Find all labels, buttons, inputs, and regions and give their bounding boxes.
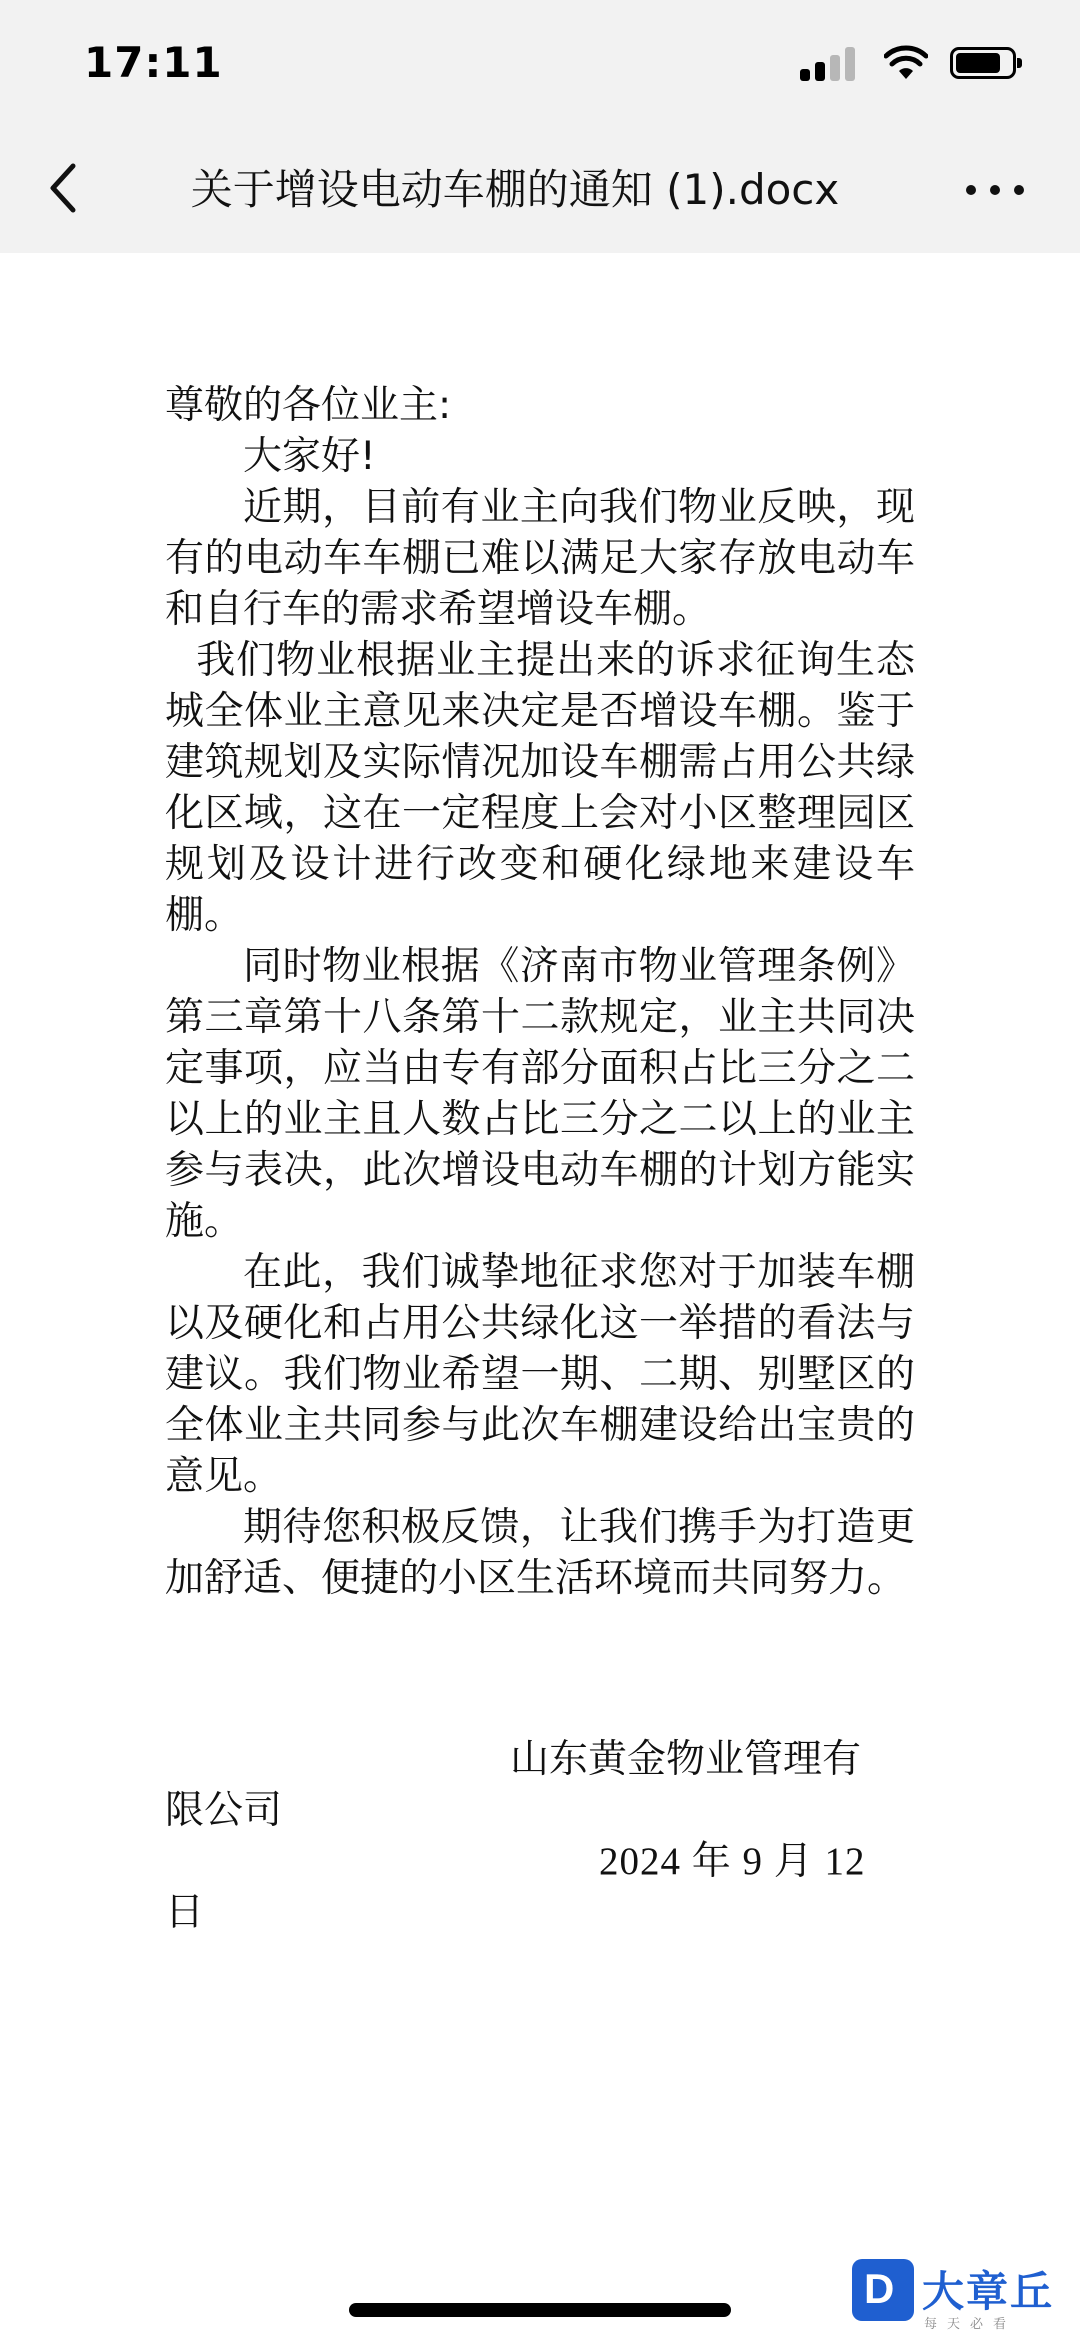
battery-icon [950, 47, 1016, 79]
paragraph-5: 在此，我们诚挚地征求您对于加装车棚以及硬化和占用公共绿化这一举措的看法与建议。我们物业希望一期、二期、别墅区的全体业主共同参与此次车棚建设给出宝贵的意见。 [165, 1250, 915, 1499]
watermark-slogan: 每天必看 [924, 2317, 1017, 2332]
signature-date-line-2: 日 [165, 1890, 205, 1935]
signature-company-line-1: 山东黄金物业管理有 [510, 1737, 862, 1782]
status-icons [800, 45, 1040, 81]
watermark-logo [852, 2259, 914, 2321]
paragraph-4: 同时物业根据《济南市物业管理条例》第三章第十八条第十二款规定，业主共同决定事项，应当由专有部分面积占比三分之二以上的业主且人数占比三分之二以上的业主参与表决，此次增设电动车棚的计划方能实施。 [165, 944, 915, 1244]
signature-company-line-2: 限公司 [165, 1788, 283, 1833]
paragraph-1: 大家好! [243, 434, 376, 479]
home-indicator[interactable] [349, 2303, 731, 2317]
paragraph-2: 近期，目前有业主向我们物业反映，现有的电动车车棚已难以满足大家存放电动车和自行车的需求希望增设车棚。 [165, 485, 915, 632]
signature-block [165, 1734, 915, 1938]
cellular-signal-icon [800, 47, 856, 81]
wifi-icon [884, 45, 928, 81]
more-icon[interactable] [966, 182, 1024, 198]
paragraph-6: 期待您积极反馈，让我们携手为打造更加舒适、便捷的小区生活环境而共同努力。 [165, 1505, 915, 1601]
document-body [165, 380, 915, 1604]
paragraph-3: 我们物业根据业主提出来的诉求征询生态城全体业主意见来决定是否增设车棚。鉴于建筑规划及实际情况加设车棚需占用公共绿化区域，这在一定程度上会对小区整理园区规划及设计进行改变和硬化绿地来建设车棚。 [165, 638, 915, 938]
greeting: 尊敬的各位业主: [165, 383, 452, 428]
status-time: 17:11 [84, 38, 223, 87]
watermark-logo-letter: D [864, 2265, 895, 2312]
battery-level [956, 53, 1000, 73]
document-title: 关于增设电动车棚的通知 (1).docx [190, 165, 840, 214]
watermark-brand: 大章丘 [922, 2267, 1055, 2316]
top-bar [0, 0, 1080, 253]
chevron-left-icon[interactable] [45, 160, 85, 216]
signature-date-line-1: 2024 年 9 月 12 [599, 1840, 866, 1883]
watermark [852, 2259, 1062, 2333]
